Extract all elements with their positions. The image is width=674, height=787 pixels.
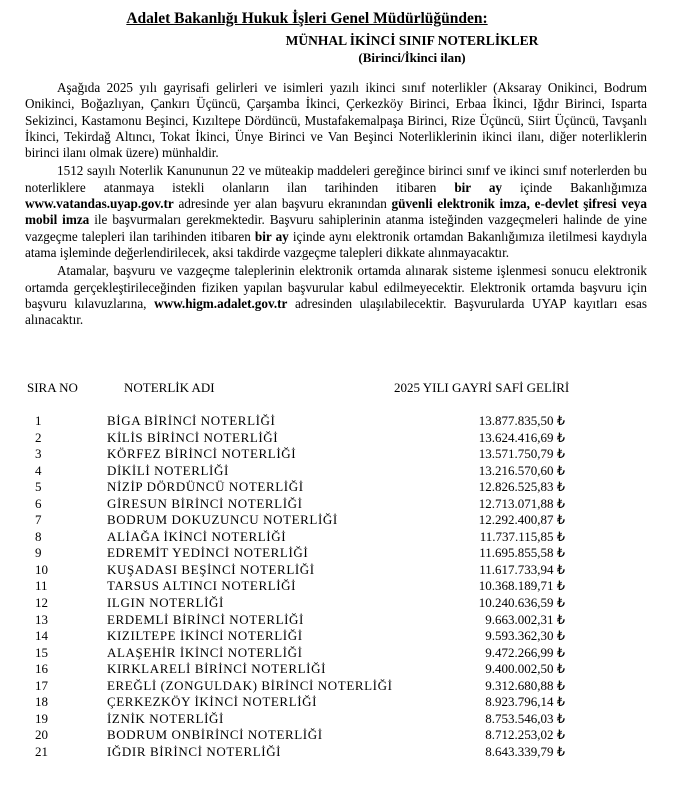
text-segment: ile başvurmaları gerekmektedir. Başvuru sahiplerinin atanma isteğinden vazgeçmeleri halinde de yine vazgeçme talepleri ilan tarihinden itibaren (25, 212, 648, 244)
higm-url-link[interactable]: www.higm.adalet.gov.tr (154, 295, 288, 311)
paragraph-vacancies: Aşağıda 2025 yılı gayrisafi gelirleri ve isimleri yazılı ikinci sınıf noterlikler (Aksaray Onikinci, Bodrum Onikinci, Boğazlıyan, Çankırı Üçüncü, Çarşamba İkinci, Çerkezköy Birinci, Erbaa İkinci, Iğdır Birinci, Isparta Sekizinci, Kastamonu Beşinci, Kızıltepe Dördüncü, Mustafakemalpaşa Birinci, Rize Üçüncü, Siirt Üçüncü, Tavşanlı İkinci, Tekirdağ Altıncı, Tokat İkinci, Ünye Birinci ve Van Beşinci Noterliklerinin ikinci ilanı, diğer noterliklerin birinci ilanı olmak üzere) münhaldir. (25, 80, 647, 161)
notary-name: BODRUM ONBİRİNCİ NOTERLİĞİ (107, 727, 323, 743)
notary-name: TARSUS ALTINCI NOTERLİĞİ (107, 578, 297, 594)
row-number: 17 (35, 677, 48, 693)
notary-name: GİRESUN BİRİNCİ NOTERLİĞİ (107, 495, 303, 511)
row-number: 2 (35, 429, 42, 445)
table-row (0, 678, 674, 695)
notary-name: KİLİS BİRİNCİ NOTERLİĞİ (107, 429, 279, 445)
paragraph-appointments (25, 263, 647, 328)
gross-income: 8.643.339,79 ₺ (485, 743, 565, 759)
table-row (0, 545, 674, 562)
paragraph-application (25, 163, 647, 261)
row-number: 20 (35, 727, 48, 743)
column-header-name: NOTERLİK ADI (124, 380, 215, 395)
table-row (0, 496, 674, 513)
notary-name: DİKİLİ NOTERLİĞİ (107, 462, 229, 478)
table-row (0, 711, 674, 728)
table-row (0, 529, 674, 546)
row-number: 5 (35, 479, 42, 495)
table-header (0, 380, 674, 398)
deadline-emphasis: bir ay (254, 228, 289, 244)
notary-name: IĞDIR BİRİNCİ NOTERLİĞİ (107, 743, 282, 759)
gross-income: 12.826.525,83 ₺ (478, 479, 565, 495)
text-segment: adresinde yer alan başvuru ekranından (173, 196, 392, 212)
text-segment: içinde Bakanlığımıza (502, 179, 647, 195)
notary-name: NİZİP DÖRDÜNCÜ NOTERLİĞİ (107, 479, 304, 495)
table-row (0, 479, 674, 496)
row-number: 3 (35, 446, 42, 462)
text-segment: Atamalar, başvuru ve vazgeçme taleplerinin elektronik ortamda alınarak sisteme işlenmesi sonucu elektronik ortamda gerçekleştirileceğinden fiziken yapılan başvurular kabul edilmeyecektir. Elektronik ortamda başvuru için başvuru kılavuzlarına, (25, 263, 647, 311)
gross-income: 9.312.680,88 ₺ (485, 677, 565, 693)
table-row (0, 430, 674, 447)
row-number: 15 (35, 644, 48, 660)
notary-name: EDREMİT YEDİNCİ NOTERLİĞİ (107, 545, 309, 561)
row-number: 21 (35, 743, 48, 759)
notary-name: ALAŞEHİR İKİNCİ NOTERLİĞİ (107, 644, 303, 660)
gross-income: 13.624.416,69 ₺ (478, 429, 565, 445)
notary-name: ERDEMLİ BİRİNCİ NOTERLİĞİ (107, 611, 304, 627)
gross-income: 13.216.570,60 ₺ (478, 462, 565, 478)
gross-income: 11.695.855,58 ₺ (479, 545, 565, 561)
notary-table (0, 413, 674, 760)
notary-name: BODRUM DOKUZUNCU NOTERLİĞİ (107, 512, 338, 528)
gross-income: 13.877.835,50 ₺ (478, 413, 565, 428)
gross-income: 10.240.636,59 ₺ (478, 595, 565, 611)
row-number: 1 (35, 413, 42, 428)
table-row (0, 512, 674, 529)
column-header-no: SIRA NO (27, 380, 78, 395)
row-number: 14 (35, 628, 48, 644)
table-row (0, 661, 674, 678)
row-number: 6 (35, 495, 42, 511)
table-row (0, 744, 674, 761)
announcement-title: MÜNHAL İKİNCİ SINIF NOTERLİKLER (285, 33, 539, 48)
row-number: 7 (35, 512, 42, 528)
gross-income: 9.663.002,31 ₺ (485, 611, 565, 627)
table-row (0, 578, 674, 595)
gross-income: 8.923.796,14 ₺ (485, 694, 565, 710)
notary-name: KÖRFEZ BİRİNCİ NOTERLİĞİ (107, 446, 297, 462)
announcement-subtitle: (Birinci/İkinci ilan) (358, 50, 466, 65)
text-segment: 1512 sayılı Noterlik Kanununun 22 ve müteakip maddeleri gereğince birinci sınıf ve ikinci sınıf noterlerden bu noterliklere atanmaya istekli olanların ilan tarihinden itibaren (25, 163, 647, 195)
notary-name: BİGA BİRİNCİ NOTERLİĞİ (107, 413, 276, 428)
issuing-organization: Adalet Bakanlığı Hukuk İşleri Genel Müdürlüğünden: (126, 10, 488, 27)
gross-income: 11.737.115,85 ₺ (479, 528, 565, 544)
table-row (0, 413, 674, 430)
row-number: 10 (35, 561, 48, 577)
gross-income: 9.472.266,99 ₺ (485, 644, 565, 660)
uyap-url-link[interactable]: www.vatandas.uyap.gov.tr (25, 196, 174, 212)
gross-income: 12.292.400,87 ₺ (478, 512, 565, 528)
notary-name: KUŞADASI BEŞİNCİ NOTERLİĞİ (107, 561, 315, 577)
gross-income: 10.368.189,71 ₺ (478, 578, 565, 594)
table-row (0, 645, 674, 662)
notary-name: EREĞLİ (ZONGULDAK) BİRİNCİ NOTERLİĞİ (107, 677, 393, 693)
row-number: 9 (35, 545, 42, 561)
notary-name: KIZILTEPE İKİNCİ NOTERLİĞİ (107, 628, 303, 644)
notary-name: İZNİK NOTERLİĞİ (107, 710, 224, 726)
table-row (0, 562, 674, 579)
row-number: 13 (35, 611, 48, 627)
notary-name: ALİAĞA İKİNCİ NOTERLİĞİ (107, 528, 287, 544)
table-row (0, 612, 674, 629)
row-number: 8 (35, 528, 42, 544)
table-row (0, 727, 674, 744)
gross-income: 9.593.362,30 ₺ (485, 628, 565, 644)
gross-income: 9.400.002,50 ₺ (485, 661, 565, 677)
row-number: 18 (35, 694, 48, 710)
table-row (0, 595, 674, 612)
notary-name: ÇERKEZKÖY İKİNCİ NOTERLİĞİ (107, 694, 318, 710)
table-row (0, 463, 674, 480)
table-row (0, 628, 674, 645)
gross-income: 13.571.750,79 ₺ (478, 446, 565, 462)
table-row (0, 446, 674, 463)
table-row (0, 694, 674, 711)
row-number: 12 (35, 595, 48, 611)
notary-name: KIRKLARELİ BİRİNCİ NOTERLİĞİ (107, 661, 326, 677)
row-number: 11 (35, 578, 48, 594)
announcement-body (25, 80, 647, 328)
gross-income: 8.712.253,02 ₺ (485, 727, 565, 743)
gross-income: 12.713.071,88 ₺ (478, 495, 565, 511)
gross-income: 8.753.546,03 ₺ (485, 710, 565, 726)
text-segment: içinde aynı elektronik ortamdan Bakanlığımıza iletilmesi kaydıyla atama işleminde değerlendirilecek, aksi takdirde vazgeçme talepleri dikkate alınmayacaktır. (25, 228, 647, 260)
signature-methods-emphasis: güvenli elektronik imza, e-devlet şifresi veya mobil imza (25, 196, 647, 228)
row-number: 19 (35, 710, 48, 726)
deadline-emphasis: bir ay (454, 179, 503, 195)
row-number: 4 (35, 462, 42, 478)
text-segment: adresinden ulaşılabilecektir. Başvurularda UYAP kayıtları esas alınacaktır. (25, 295, 647, 328)
row-number: 16 (35, 661, 48, 677)
gross-income: 11.617.733,94 ₺ (479, 561, 565, 577)
notary-name: ILGIN NOTERLİĞİ (107, 595, 224, 611)
column-header-value: 2025 YILI GAYRİ SAFİ GELİRİ (394, 380, 570, 395)
